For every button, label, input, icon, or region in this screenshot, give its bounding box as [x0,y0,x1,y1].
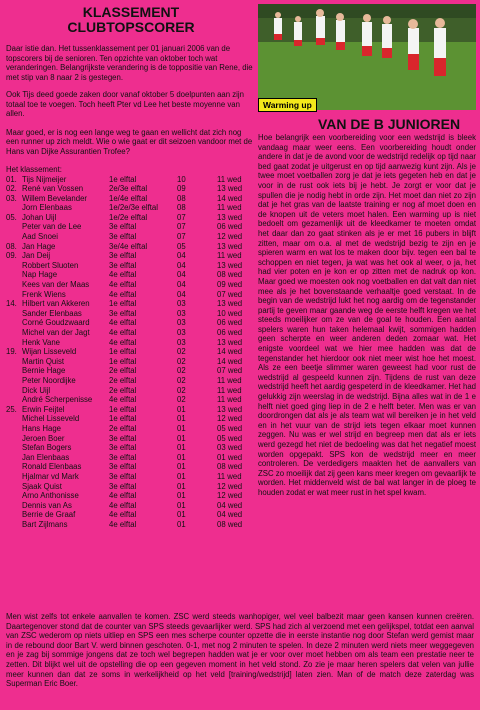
team-name: 1e elftal [109,404,137,414]
goal-count: 01 [177,471,186,481]
team-name: 4e elftal [109,318,137,328]
match-report-continued: Men wist zelfs tot enkele aanvallen te komen. ZSC werd steeds wanhopiger, wel veel balbezit maar geen kansen kunnen creëren. Daartegenover stond dat de counter van SPS steeds gevaarlijker werd. SPS had zich al verzoend met een gelijkspel, totdat een aanval van ZSC wederom op niets uitliep en SPS een mes scherpe counter opzette die in eerste instantie nog door Stefan werd gemist maar in de rebound door Bart V. werd binnen geschoten. 0-1, met nog 2 minuten te spelen. In deze 2 minuten werd niets meer weggegeven en je zag bij sommige jongens dat ze toch wel begrepen hadden wat je er voor over moet hebben om als team een prestatie neer te zetten. Dit blijkt wel uit de opstelling die op een gegeven moment in het veld stond. Zo zie je maar heren spelers dat velen van jullie meer kunnen dan dat ze soms in werkelijkheid op het veld [training/wedstrijd] laten zien. Man of de match deze zaterdag was Superman Eric Boer. [6,612,474,689]
player-name: Arno Anthonisse [22,491,79,501]
player-name: Jan Deij [22,251,51,261]
ranking-header: Het klassement: [6,165,62,174]
rank-number [6,338,22,348]
goal-count: 02 [177,375,186,385]
table-row [6,395,253,405]
second-paragraph: Ook Tijs deed goede zaken door vanaf oktober 5 doelpunten aan zijn totaal toe te voegen. Toch heeft Pter vd Lee het beste moyenne van allen. [6,90,244,118]
matches-played: 14 wed [217,193,243,203]
team-name: 4e elftal [109,519,137,529]
rank-number [6,472,22,482]
rank-number [6,318,22,328]
goal-count: 02 [177,385,186,395]
player-name: Sjaak Quist [22,481,62,491]
goal-count: 08 [177,193,186,203]
goal-count: 03 [177,328,186,337]
rank-number: 25. [6,404,17,414]
table-row [6,318,253,328]
matches-played: 06 wed [217,328,243,337]
team-name: 2e elftal [109,375,137,385]
rank-number [6,203,22,213]
team-name: 3e elftal [109,481,137,491]
table-row [6,328,253,338]
goal-count: 07 [177,222,186,232]
team-name: 3e elftal [109,443,137,453]
rank-number: 19. [6,347,17,357]
player-name: Tijs Nijmeijer [22,174,67,184]
table-row [6,357,253,367]
goal-count: 01 [177,404,186,414]
rank-number [6,501,22,511]
team-name: 1e/2e/3e elftal [109,203,158,213]
matches-played: 11 wed [217,471,242,481]
matches-played: 06 wed [217,318,243,328]
table-row [6,232,253,242]
team-name: 3e elftal [109,308,137,318]
table-row [6,184,253,194]
goal-count: 07 [177,212,186,222]
player-name: Wijan Lisseveld [22,347,77,357]
table-row [6,203,253,213]
matches-played: 07 wed [217,366,243,376]
goal-count: 01 [177,452,186,462]
matches-played: 08 wed [217,519,243,529]
b-junioren-article: Hoe belangrijk een voorbereiding voor een wedstrijd is bleek vandaag maar weer eens. Een voorbereiding houdt onder andere in dat je de avond voor de wedstrijd redelijk op tijd naar bed gaat zodat je uitgerust en op tijd aanwezig kunt zijn. Als je twee moet voetballen zorg je dat je iets gegeten heb en dat je voor in de rust ook iets bij je hebt. Je zorgt er voor dat je spullen die je nodig hebt in orde zijn. Het moet dan niet zo zijn dat je het gras van de laatste training er nog af moet doen en de knopen uit de veters moet halen. Een warming up is niet bedoelt om gezamenlijk uit de kleedkamer te moeten omdat het daar dan zo gaat stinken als je er met 16 pubers in blijft zitten, maar om o.a. al met de wedstrijd bezig te zijn en je spieren warm en wat los te maken door bijv. tegen een bal te schoppen en niet tegen, ja wat was het ook al weer, o ja, het had vier poten en je kon er op zitten met de nadruk op kon. Maar goed we moesten ook nog voetballen en dat valt dan niet mee als je het bovenstaande verhaaltje goed verstaat. In de begin van de wedstrijd lukt het nog aardig om de tegenstander partij te geven maar gaande weg de eerste helft kregen we het steeds moeilijker om ze van de goal te houden. Een aantal spelers waren hun taken helemaal kwijt, sommigen hadden geen scherpte en weer anderen deden zomaar wat. Het enigste voordeel wat we hier mee hadden was dat de tegenstander het hierdoor ook niet meer wist hoe het moest. Als ze een beetje slimmer waren geweest had voor rust de wedstrijd al gespeeld kunnen zijn. Tijdens de rust van deze wedstrijd heeft het aardig gespeterd in de kleedkamer. Het had gelukkig zijn weerslag in de wedstrijd. Bijna alles wat in de 1 e helft niet goed ging liep in de 2 e helft beter. Men was er van doordrongen dat als je als team wat wil bereiken je in het veld en in het vuur van de strijd iets tegen elkaar moet kunnen zeggen. Nu was er wel strijd en begreep men dat als er iets werd gezegd het niet de bedoeling was dat het negatief moest worden opgepakt. SPS kon de wedstrijd meer en meer controleren. De verdedigers maakten het de aanvallers van ZSC zo moeilijk dat zij geen kans meer kregen om gevaarlijk te worden. Het middenveld wist de bal wat langer in de ploeg te houden zodat er wat meer rust in het spel kwam. [258,133,476,497]
player-name: Bart Zijlmans [22,519,68,529]
goal-count: 01 [177,500,186,510]
goal-count: 09 [177,184,186,194]
player-name: Ronald Elenbaas [22,462,82,472]
warming-up-photo [258,4,476,110]
team-name: 3e elftal [109,222,137,232]
player-name: Johan Uijl [22,212,57,222]
matches-played: 11 wed [217,251,242,261]
matches-played: 13 wed [217,241,243,251]
matches-played: 13 wed [217,299,243,309]
rank-number [6,280,22,290]
topscorer-column [6,0,256,529]
goal-count: 01 [177,462,186,472]
player-name: Frenk Wiens [22,289,66,299]
table-row [6,222,253,232]
goal-count: 01 [177,491,186,501]
matches-played: 11 wed [217,375,242,385]
player-name: Erwin Feijtel [22,404,65,414]
player-name: Dick Uijl [22,385,51,395]
table-row [6,462,253,472]
player-name: Peter van de Lee [22,222,82,232]
player-name: Sander Elenbaas [22,308,82,318]
team-name: 3e elftal [109,462,137,472]
player-name: Aad Snoei [22,232,58,242]
team-name: 3e/4e elftal [109,241,148,251]
table-row [6,280,253,290]
team-name: 2e elftal [109,366,137,376]
player-name: Corné Goudzwaard [22,318,90,328]
matches-played: 12 wed [217,232,243,242]
matches-played: 04 wed [217,510,243,520]
team-name: 4e elftal [109,289,137,299]
team-name: 4e elftal [109,328,137,337]
rank-number: 03. [6,193,17,203]
matches-played: 09 wed [217,280,243,290]
rank-number [6,386,22,396]
goal-count: 01 [177,443,186,453]
player-name: Stefan Bogers [22,443,72,453]
team-name: 2e elftal [109,423,137,433]
rank-number: 14. [6,299,17,309]
matches-played: 05 wed [217,423,243,433]
table-row [6,251,253,261]
player-name: Michel van der Jagt [22,328,90,337]
matches-played: 11 wed [217,385,242,395]
team-name: 1e elftal [109,299,137,309]
matches-played: 03 wed [217,443,243,453]
goal-count: 04 [177,270,186,280]
rank-number [6,482,22,492]
rank-number [6,510,22,520]
matches-played: 13 wed [217,404,243,414]
player-name: Berrie de Graaf [22,510,76,520]
team-name: 4e elftal [109,500,137,510]
table-row [6,338,253,348]
goal-count: 01 [177,519,186,529]
goal-count: 02 [177,395,186,405]
goal-count: 03 [177,308,186,318]
team-name: 2e elftal [109,385,137,395]
player-name: Jan Elenbaas [22,452,70,462]
goal-count: 07 [177,232,186,242]
intro-paragraph: Daar istie dan. Het tussenklassement per 01 januari 2006 van de topscorers bij de senioren. Ten opzichte van oktober toch wat veranderingen. Belangrijkste verandering is de toppositie van Rene, die met stip van 8 naar 2 is gestegen. [6,44,253,82]
player-name: Willem Bevelander [22,193,87,203]
rank-number [6,309,22,319]
table-row [6,270,253,280]
goal-count: 10 [177,174,186,184]
goal-count: 08 [177,203,186,213]
team-name: 4e elftal [109,510,137,520]
rank-number [6,434,22,444]
matches-played: 08 wed [217,270,243,280]
table-row [6,491,253,501]
rank-number [6,328,22,338]
team-name: 3e elftal [109,260,137,270]
goal-count: 01 [177,423,186,433]
player-name: André Scherpenisse [22,395,93,405]
table-row [6,309,253,319]
rank-number [6,366,22,376]
goal-count: 04 [177,289,186,299]
goal-count: 02 [177,356,186,366]
player-name: Peter Noordijke [22,375,76,385]
team-name: 2e/3e elftal [109,184,148,194]
matches-played: 12 wed [217,491,243,501]
player-name: René van Vossen [22,184,84,194]
player-name: Henk Vane [22,337,60,347]
matches-played: 11 wed [217,203,242,213]
goal-count: 05 [177,241,186,251]
table-row [6,242,253,252]
table-row [6,472,253,482]
goal-count: 01 [177,433,186,443]
table-row [6,175,253,185]
team-name: 1e elftal [109,356,137,366]
table-row [6,482,253,492]
player-name: Robbert Sluoten [22,260,79,270]
goal-count: 01 [177,510,186,520]
team-name: 1e elftal [109,347,137,357]
rank-number [6,290,22,300]
table-row [6,366,253,376]
table-row [6,434,253,444]
table-row [6,414,253,424]
rank-number [6,520,22,530]
topscorer-title [6,5,256,35]
table-row [6,347,253,357]
matches-played: 07 wed [217,289,243,299]
rank-number [6,491,22,501]
matches-played: 14 wed [217,347,243,357]
rank-number [6,395,22,405]
goal-count: 02 [177,366,186,376]
matches-played: 11 wed [217,395,242,405]
third-paragraph: Maar goed, er is nog een lange weg te gaan en wellicht dat zich nog een runner up zich meldt. Wie o wie gaat er dit seizoen vandoor met de Hans van Dijke Assurantien Trofee? [6,127,253,156]
matches-played: 08 wed [217,462,243,472]
matches-played: 11 wed [217,174,242,184]
team-name: 1e elftal [109,174,137,184]
team-name: 3e elftal [109,251,137,261]
team-name: 4e elftal [109,337,137,347]
player-name: Jan Hage [22,241,56,251]
rank-number [6,232,22,242]
player-name: Nap Hage [22,270,58,280]
goal-count: 01 [177,414,186,424]
table-row [6,510,253,520]
player-name: Jeroen Boer [22,433,65,443]
goal-count: 02 [177,347,186,357]
goal-count: 01 [177,481,186,491]
team-name: 1e/4e elftal [109,193,148,203]
table-row [6,299,253,309]
table-row [6,501,253,511]
goal-count: 03 [177,337,186,347]
team-name: 3e elftal [109,433,137,443]
rank-number [6,443,22,453]
table-row [6,194,253,204]
team-name: 1e elftal [109,414,137,424]
table-row [6,213,253,223]
player-name: Hans Hage [22,423,62,433]
rank-number: 01. [6,174,17,184]
player-name: Hilbert van Akkeren [22,299,90,309]
team-name: 4e elftal [109,280,137,290]
photo-caption: Warming up [258,98,317,112]
table-row [6,453,253,463]
matches-played: 12 wed [217,481,243,491]
matches-played: 13 wed [217,212,243,222]
player-name: Hjalmar vd Mark [22,471,79,481]
ranking-table [6,175,253,530]
rank-number [6,424,22,434]
rank-number [6,414,22,424]
team-name: 4e elftal [109,270,137,280]
matches-played: 13 wed [217,260,243,270]
matches-played: 01 wed [217,452,243,462]
table-row [6,424,253,434]
player-name: Martin Quist [22,356,65,366]
goal-count: 03 [177,318,186,328]
matches-played: 13 wed [217,184,243,194]
matches-played: 12 wed [217,414,243,424]
rank-number: 02. [6,184,17,194]
goal-count: 04 [177,251,186,261]
rank-number [6,222,22,232]
matches-played: 13 wed [217,337,243,347]
rank-number [6,357,22,367]
title-line-1: KLASSEMENT [82,4,180,20]
b-junioren-title: VAN DE B JUNIOREN [318,116,461,132]
team-name: 3e elftal [109,452,137,462]
goal-count: 04 [177,280,186,290]
table-row [6,261,253,271]
goal-count: 03 [177,299,186,309]
matches-played: 05 wed [217,433,243,443]
rank-number: 09. [6,251,17,261]
player-name: Bernie Hage [22,366,66,376]
rank-number [6,462,22,472]
table-row [6,520,253,530]
matches-played: 10 wed [217,308,243,318]
rank-number [6,270,22,280]
player-name: Dennis van As [22,500,72,510]
goal-count: 04 [177,260,186,270]
table-row [6,376,253,386]
rank-number [6,261,22,271]
team-name: 1e/2e elftal [109,212,148,222]
player-name: Jorn Elenbaas [22,203,72,213]
matches-played: 04 wed [217,500,243,510]
player-name: Kees van der Maas [22,280,90,290]
team-name: 4e elftal [109,395,137,405]
team-name: 4e elftal [109,491,137,501]
table-row [6,443,253,453]
table-row [6,290,253,300]
rank-number: 05. [6,212,17,222]
player-name: Michel Lisseveld [22,414,80,424]
matches-played: 06 wed [217,222,243,232]
rank-number [6,376,22,386]
title-line-2: CLUBTOPSCORER [67,19,195,35]
team-name: 3e elftal [109,471,137,481]
team-name: 3e elftal [109,232,137,242]
table-row [6,405,253,415]
rank-number: 08. [6,241,17,251]
table-row [6,386,253,396]
players-illustration [258,4,476,110]
rank-number [6,453,22,463]
matches-played: 14 wed [217,356,243,366]
